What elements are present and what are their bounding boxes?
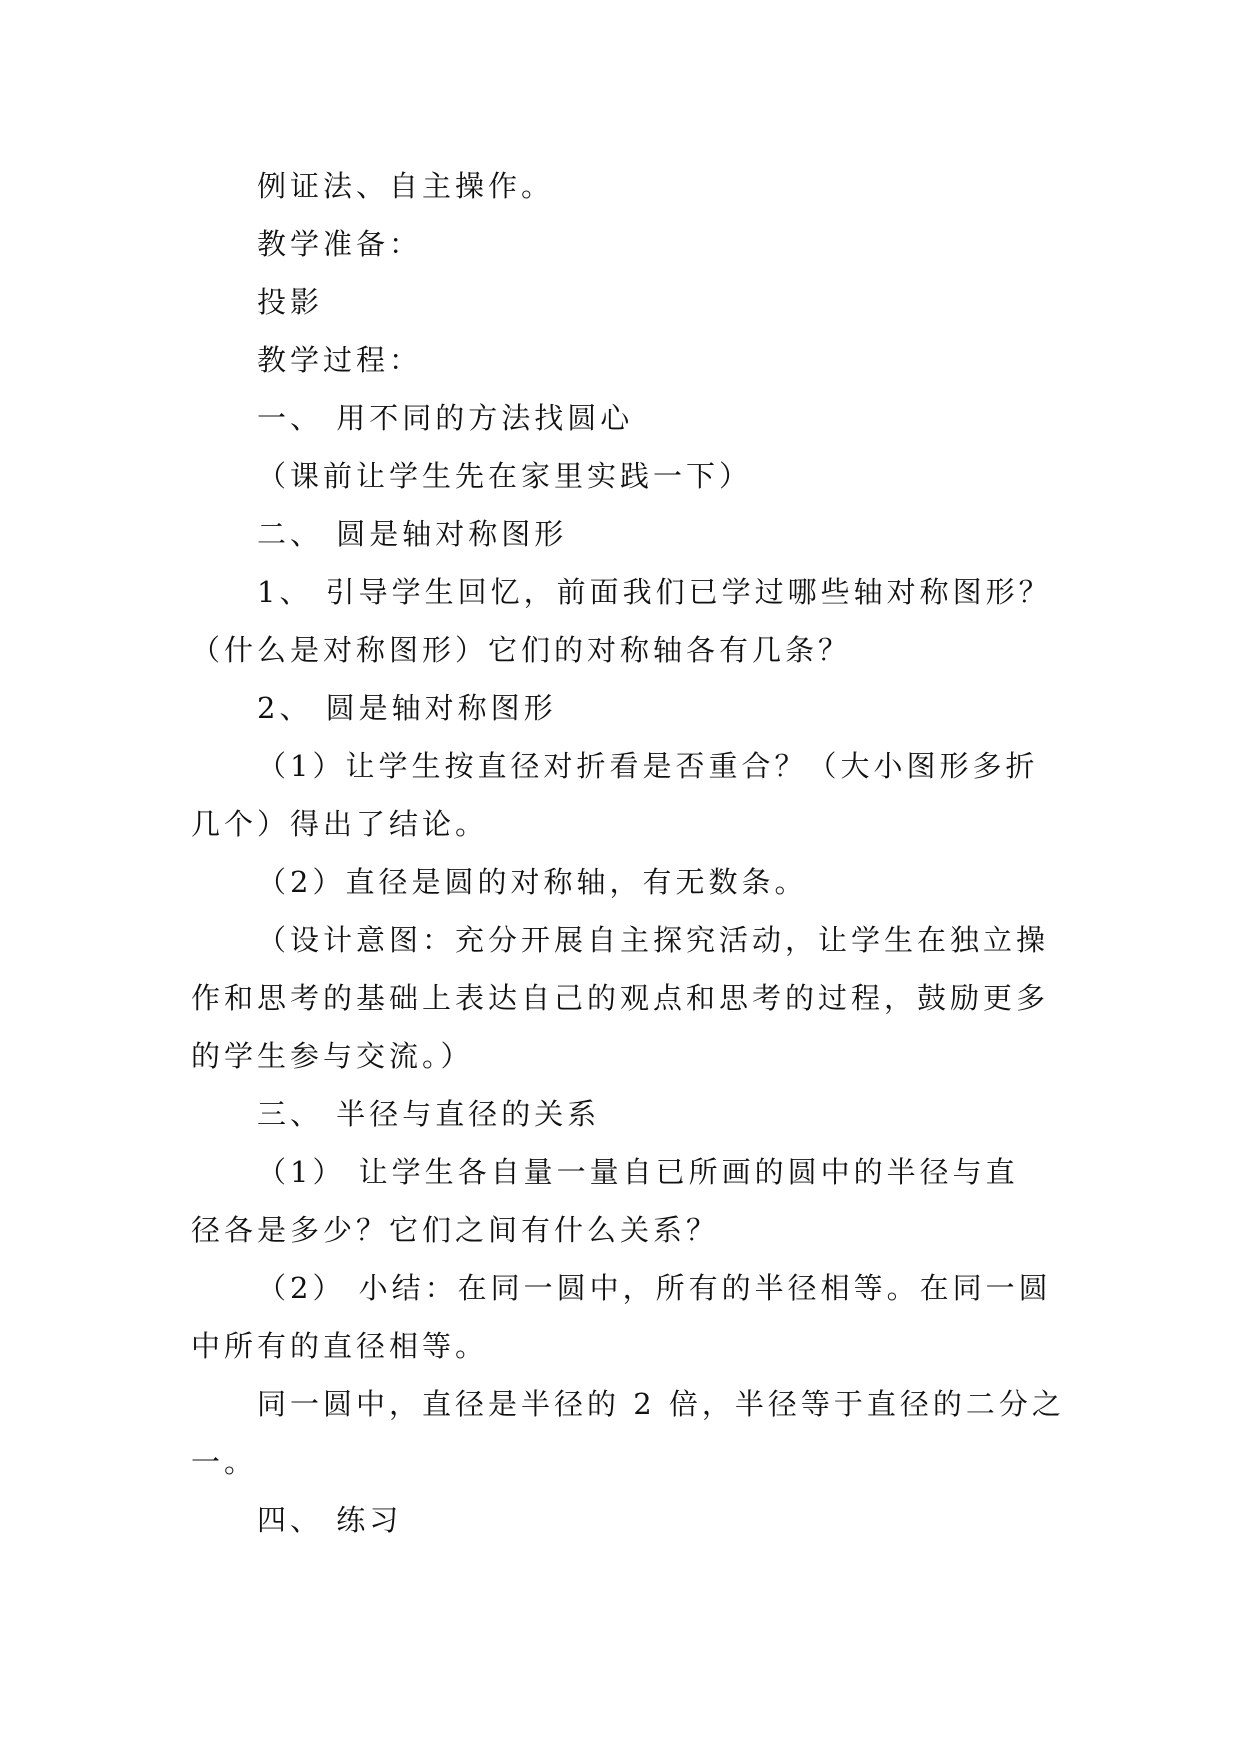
paragraph-line: 一。: [191, 1445, 258, 1479]
paragraph-line: （设计意图：充分开展自主探究活动，让学生在独立操: [257, 923, 1050, 957]
text-line-pre-class-note: （课前让学生先在家里实践一下）: [257, 459, 753, 493]
section-heading-3: 三、 半径与直径的关系: [257, 1097, 601, 1131]
subsection-heading-2: 2、 圆是轴对称图形: [257, 691, 557, 725]
paragraph-line: 1、 引导学生回忆，前面我们已学过哪些轴对称图形？: [257, 575, 1052, 609]
paragraph-line: （1） 让学生各自量一量自已所画的圆中的半径与直: [257, 1155, 1019, 1189]
paragraph-line: （2）直径是圆的对称轴，有无数条。: [257, 865, 808, 899]
paragraph-line: 的学生参与交流。）: [191, 1039, 474, 1073]
paragraph-line: 作和思考的基础上表达自己的观点和思考的过程，鼓励更多: [191, 981, 1050, 1015]
paragraph-line: （什么是对称图形）它们的对称轴各有几条？: [191, 633, 852, 667]
text-line-projection: 投影: [257, 285, 324, 319]
paragraph-line: 径各是多少？它们之间有什么关系？: [191, 1213, 720, 1247]
text-line-method: 例证法、自主操作。: [257, 169, 555, 203]
paragraph-line: （1）让学生按直径对折看是否重合？（大小图形多折: [257, 749, 1039, 783]
heading-teaching-preparation: 教学准备：: [257, 227, 423, 261]
section-heading-1: 一、 用不同的方法找圆心: [257, 401, 634, 435]
paragraph-line: 中所有的直径相等。: [191, 1329, 489, 1363]
section-heading-2: 二、 圆是轴对称图形: [257, 517, 568, 551]
paragraph-line: 几个）得出了结论。: [191, 807, 489, 841]
section-heading-4: 四、 练习: [257, 1503, 403, 1537]
paragraph-line: 同一圆中，直径是半径的 2 倍，半径等于直径的二分之: [257, 1387, 1065, 1421]
heading-teaching-process: 教学过程：: [257, 343, 423, 377]
paragraph-line: （2） 小结：在同一圆中，所有的半径相等。在同一圆: [257, 1271, 1052, 1305]
